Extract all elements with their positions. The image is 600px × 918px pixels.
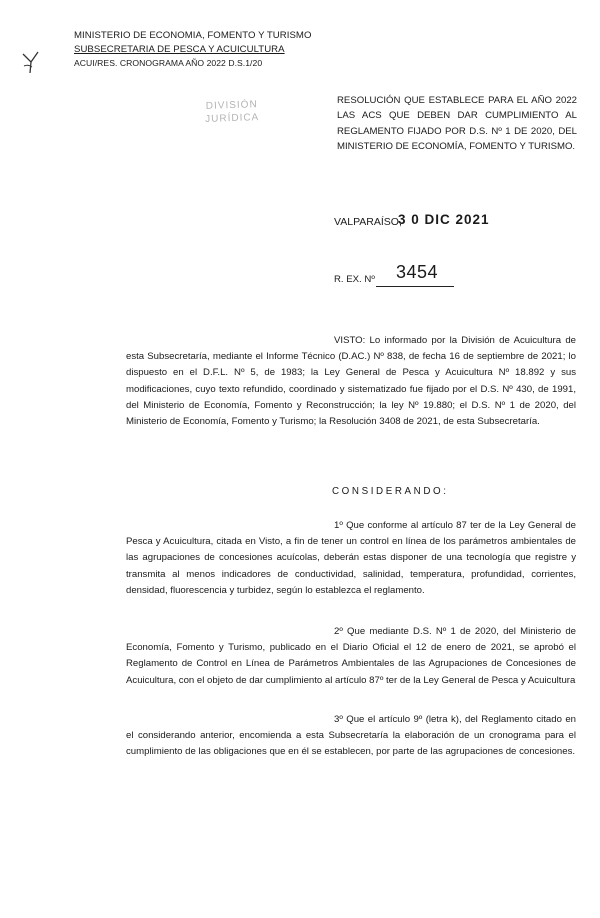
resolution-title: RESOLUCIÓN QUE ESTABLECE PARA EL AÑO 2022 LAS ACS QUE DEBEN DAR CUMPLIMIENTO AL REGLAMENTO FIJADO POR D.S. Nº 1 DE 2020, DEL MINISTERIO DE ECONOMÍA, FOMENTO Y TURISMO. xyxy=(337,95,577,153)
initials-signature-icon xyxy=(20,48,42,76)
considerando-2: 2º Que mediante D.S. Nº 1 de 2020, del Ministerio de Economía, Fomento y Turismo, publicado en el Diario Oficial el 12 de enero de 2021, se aprobó el Reglamento de Control en Línea de Parámetros Ambientales de las Agrupaciones de Concesiones de Acuicultura, con el objeto de dar cumplimiento al artículo 87º ter de la Ley General de Pesca y Acuicultura xyxy=(126,626,576,686)
stamp-line-2: JURÍDICA xyxy=(204,112,260,125)
subsecretariat-name: SUBSECRETARIA DE PESCA Y ACUICULTURA xyxy=(74,44,285,55)
considerando-1: 1º Que conforme al artículo 87 ter de la Ley General de Pesca y Acuicultura, citada en Visto, a fin de tener un control en línea de los parámetros ambientales de las agrupaciones de concesiones acuícolas, deberán estas disponer de una tecnología que registre y transmita al menos indicadores de conductividad, salinidad, temperatura, profundidad, corrientes, densidad, fluorescencia y turbidez, según lo establezca el reglamento. xyxy=(126,520,576,596)
date-stamp: 3 0 DIC 2021 xyxy=(398,212,490,227)
visto-paragraph: VISTO: Lo informado por la División de Acuicultura de esta Subsecretaría, mediante el Informe Técnico (D.AC.) Nº 838, de fecha 16 de septiembre de 2021; lo dispuesto en el D.F.L. Nº 5, de 1983; la Ley General de Pesca y Acuicultura Nº 18.892 y sus modificaciones, cuyo texto refundido, coordinado y sistematizado fue fijado por el D.S. Nº 430, de 1991, del Ministerio de Economía, Fomento y Reconstrucción; la ley Nº 19.880; el D.S. Nº 1 de 2020, del Ministerio de Economía, Fomento y Turismo; la Resolución 3408 de 2021, de esta Subsecretaría. xyxy=(126,335,576,428)
rex-underline xyxy=(376,286,454,287)
considerando-heading: CONSIDERANDO: xyxy=(332,486,449,497)
place: VALPARAÍSO, xyxy=(334,216,402,228)
stamp-line-1: DIVISIÓN xyxy=(205,99,258,112)
rex-label: R. EX. Nº xyxy=(334,274,375,285)
division-stamp xyxy=(195,91,268,133)
ministry-name: MINISTERIO DE ECONOMIA, FOMENTO Y TURISMO xyxy=(74,30,312,41)
document-reference: ACUI/RES. CRONOGRAMA AÑO 2022 D.S.1/20 xyxy=(74,58,263,68)
rex-number: 3454 xyxy=(396,262,439,282)
considerando-3: 3º Que el artículo 9º (letra k), del Reglamento citado en el considerando anterior, encomienda a esta Subsecretaría la elaboración de un cronograma para el cumplimiento de las obligaciones que en él se establecen, por parte de las agrupaciones de concesiones. xyxy=(126,714,576,758)
